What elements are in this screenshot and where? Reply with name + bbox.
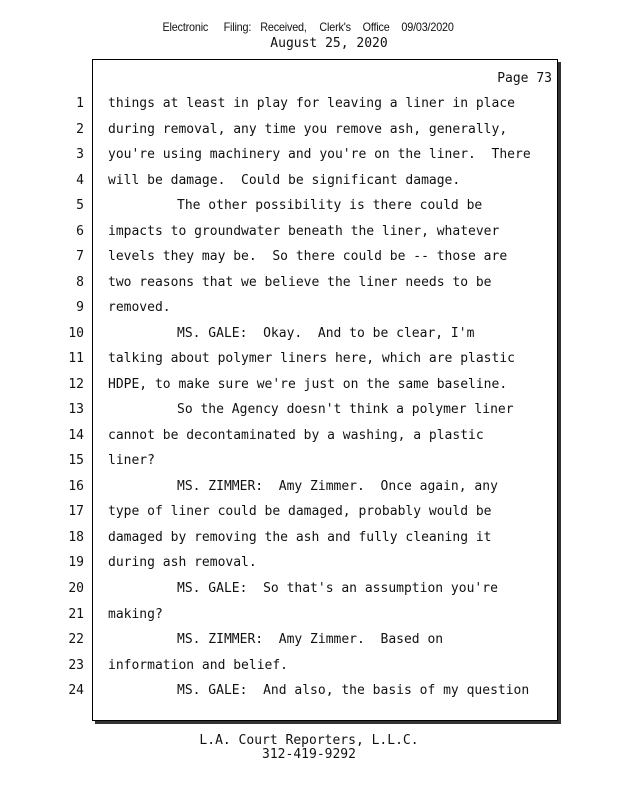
line-number: 4 bbox=[76, 172, 84, 188]
transcript-line: MS. ZIMMER: Amy Zimmer. Based on bbox=[177, 632, 444, 647]
transcript-line: MS. GALE: So that's an assumption you're bbox=[177, 581, 498, 596]
transcript-line: type of liner could be damaged, probably would be bbox=[108, 504, 492, 519]
transcript-line: The other possibility is there could be bbox=[177, 198, 483, 213]
line-number: 14 bbox=[68, 427, 84, 443]
transcript-line: MS. GALE: Okay. And to be clear, I'm bbox=[177, 325, 475, 341]
transcript-line: you're using machinery and you're on the liner. There bbox=[108, 147, 531, 162]
line-number: 15 bbox=[68, 453, 84, 468]
line-number: 24 bbox=[68, 683, 84, 698]
line-number: 20 bbox=[68, 581, 84, 596]
transcript-line: talking about polymer liners here, which are plastic bbox=[108, 351, 515, 366]
transcript-line: damaged by removing the ash and fully cleaning it bbox=[108, 529, 492, 545]
transcript-line: liner? bbox=[108, 453, 155, 468]
transcript-line: impacts to groundwater beneath the liner, whatever bbox=[108, 223, 500, 239]
stamp-word: Received, bbox=[260, 20, 307, 34]
line-number: 10 bbox=[68, 325, 84, 341]
transcript-line: So the Agency doesn't think a polymer liner bbox=[177, 402, 514, 417]
transcript-line: making? bbox=[108, 606, 163, 622]
line-number: 21 bbox=[68, 606, 84, 622]
transcript-line: during removal, any time you remove ash, generally, bbox=[108, 121, 508, 137]
line-number: 5 bbox=[76, 198, 84, 213]
line-number: 9 bbox=[76, 300, 84, 315]
line-number: 23 bbox=[68, 657, 84, 673]
transcript-line: two reasons that we believe the liner needs to be bbox=[108, 274, 492, 290]
line-number: 2 bbox=[76, 121, 84, 137]
stamp-date: 09/03/2020 bbox=[401, 20, 454, 34]
stamp-word: Filing: bbox=[223, 20, 252, 34]
footer-phone: 312-419-9292 bbox=[262, 747, 356, 762]
footer-company: L.A. Court Reporters, L.L.C. bbox=[199, 733, 419, 748]
line-number: 12 bbox=[68, 376, 84, 392]
transcript-date: August 25, 2020 bbox=[270, 36, 388, 51]
filing-stamp bbox=[30, 20, 586, 34]
line-number: 18 bbox=[68, 529, 84, 545]
transcript-line: during ash removal. bbox=[108, 555, 257, 570]
transcript-line: HDPE, to make sure we're just on the same baseline. bbox=[108, 376, 508, 392]
stamp-word: Clerk's bbox=[319, 20, 351, 34]
line-number: 19 bbox=[68, 555, 84, 570]
line-number: 3 bbox=[76, 147, 84, 162]
line-number: 17 bbox=[68, 504, 84, 519]
line-number: 11 bbox=[68, 351, 84, 366]
transcript-line: MS. ZIMMER: Amy Zimmer. Once again, any bbox=[177, 478, 498, 494]
page-number: Page 73 bbox=[497, 71, 552, 86]
transcript-line: cannot be decontaminated by a washing, a plastic bbox=[108, 427, 484, 443]
transcript-line: things at least in play for leaving a liner in place bbox=[108, 96, 515, 111]
transcript-line: levels they may be. So there could be -- those are bbox=[108, 249, 508, 264]
transcript-line: information and belief. bbox=[108, 657, 289, 673]
line-number: 16 bbox=[68, 478, 84, 494]
line-number: 6 bbox=[76, 223, 84, 239]
stamp-word: Office bbox=[362, 20, 390, 34]
transcript-line: MS. GALE: And also, the basis of my question bbox=[177, 683, 530, 698]
transcript-line: will be damage. Could be significant damage. bbox=[108, 172, 461, 188]
line-number: 8 bbox=[76, 274, 84, 290]
line-number: 13 bbox=[68, 402, 84, 417]
line-number: 1 bbox=[76, 96, 84, 111]
transcript-line: removed. bbox=[108, 300, 171, 315]
line-number: 22 bbox=[68, 632, 84, 647]
stamp-word: Electronic bbox=[162, 20, 209, 34]
line-number: 7 bbox=[76, 249, 84, 264]
